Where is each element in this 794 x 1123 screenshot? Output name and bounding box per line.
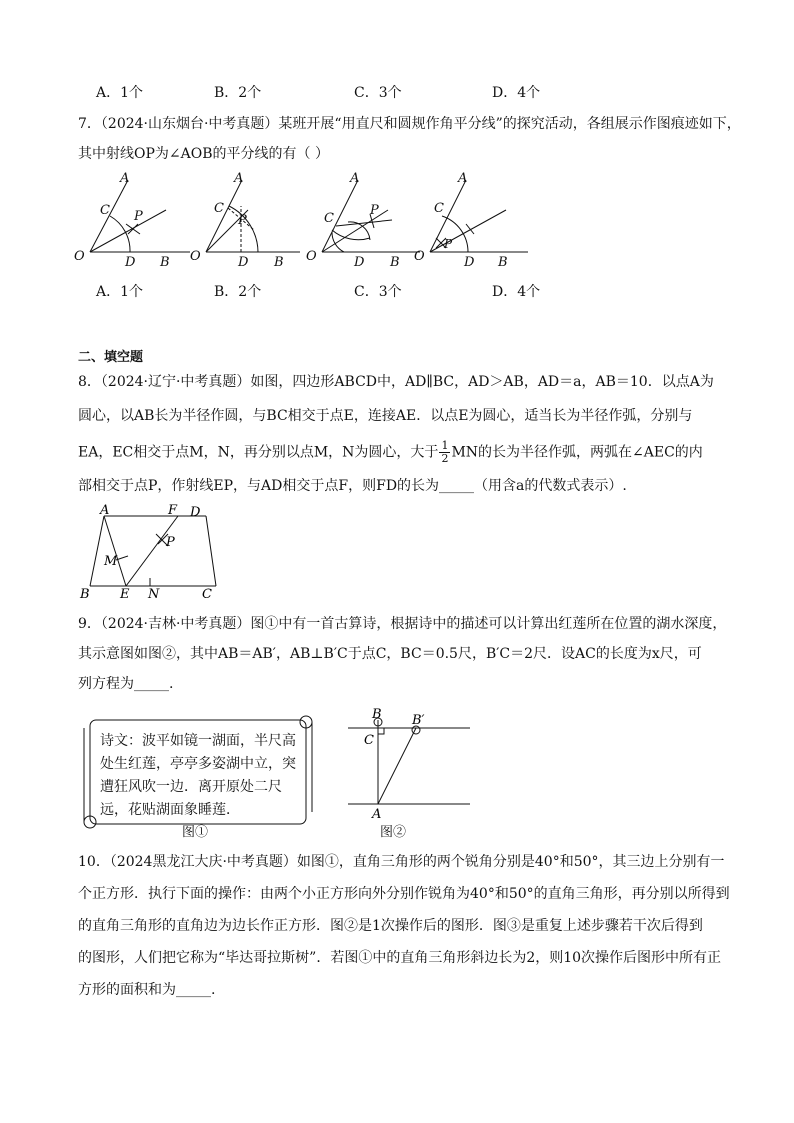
- q10-text-line5: 方形的面积和为_____.: [78, 982, 216, 998]
- q7-figure-3: [306, 171, 420, 268]
- q7-f2-label-o: O: [190, 249, 201, 264]
- q7-f3-label-p: P: [370, 203, 379, 218]
- q7-f1-label-d: D: [125, 255, 136, 268]
- q7-f4-label-d: D: [464, 255, 475, 268]
- q8-fraction-num: 1: [441, 439, 449, 452]
- q8-text-line2: 圆心，以AB长为半径作圆，与BC相交于点E，连接AE．以点E为圆心，适当长为半径作弧，分别与: [78, 408, 693, 424]
- q7-f4-label-o: O: [414, 249, 425, 264]
- q8-label-c: C: [202, 587, 212, 602]
- q8-text-line3b: MN的长为半径作弧，两弧在∠AEC的内: [451, 444, 703, 461]
- q9-caption-2: 图②: [380, 825, 407, 840]
- q6-option-c: C．3个: [354, 85, 402, 101]
- q9-poem-line2: 处生红莲，亭亭多姿湖中立，突: [100, 756, 296, 772]
- q9-poem-line4: 远，花贴湖面象睡莲．: [100, 802, 240, 818]
- q8-label-m: M: [104, 554, 118, 569]
- q7-option-c: C．3个: [354, 284, 402, 300]
- q8-figure: [76, 502, 226, 602]
- q7-text-line1: 7．（2024·山东烟台·中考真题）某班开展“用直尺和圆规作角平分线”的探究活动，各组展示作图痕迹如下，: [78, 116, 741, 132]
- q6-option-b: B．2个: [214, 85, 262, 101]
- q7-f2-label-p: P: [238, 213, 247, 228]
- q6-options: [96, 82, 716, 102]
- q10-text-line1: 10．（2024黑龙江大庆·中考真题）如图①，直角三角形的两个锐角分别是40°和50°，其三边上分别有一: [78, 854, 725, 870]
- q9-poem: [100, 730, 300, 822]
- q7-option-b: B．2个: [214, 284, 262, 300]
- q9-poem-line3: 遭狂风吹一边．离开原处二尺: [100, 779, 282, 795]
- q8-label-p: P: [166, 535, 175, 550]
- q7-f4-label-a: A: [458, 171, 468, 186]
- q7-option-a: A．1个: [96, 284, 144, 300]
- q7-f2-label-d: D: [238, 255, 249, 268]
- q8-label-b: B: [80, 587, 90, 602]
- q9-caption-1: 图①: [182, 825, 209, 840]
- q7-f3-label-a: A: [350, 171, 360, 186]
- section-heading: 二、填空题: [78, 350, 144, 365]
- q8-text-line4: 部相交于点P，作射线EP，与AD相交于点F，则FD的长为_____（用含a的代数式表示）.: [78, 478, 627, 494]
- q9-text-line3: 列方程为_____.: [78, 676, 174, 692]
- q7-f2-label-b: B: [274, 255, 284, 268]
- q9-poem-line1: 诗文：波平如镜一湖面，半尺高: [100, 733, 296, 749]
- q7-figure-1: [74, 171, 190, 268]
- q7-f2-label-a: A: [234, 171, 244, 186]
- q8-fraction-den: 2: [441, 452, 449, 465]
- q8-label-a: A: [100, 503, 110, 518]
- q7-f1-label-a: A: [120, 171, 130, 186]
- q7-f4-label-b: B: [498, 255, 508, 268]
- q7-f1-label-o: O: [74, 249, 85, 264]
- q10-text-line3: 的直角三角形的直角边为边长作正方形．图②是1次操作后的图形．图③是重复上述步骤若干次后得到: [78, 918, 703, 934]
- q9-text-line1: 9．（2024·吉林·中考真题）图①中有一首古算诗，根据诗中的描述可以计算出红莲所在位置的湖水深度，: [78, 616, 727, 632]
- q8-label-d: D: [190, 505, 201, 520]
- q9-text-line2: 其示意图如图②，其中AB＝AB′，AB⊥B′C于点C，BC＝0.5尺，B′C＝2尺．设AC的长度为x尺，可: [78, 646, 702, 662]
- q8-text-line3a: EA，EC相交于点M，N，再分别以点M，N为圆心，大于: [78, 444, 439, 461]
- q7-f1-label-b: B: [160, 255, 170, 268]
- q7-f4-label-p: P: [444, 237, 453, 251]
- q7-f3-label-c: C: [324, 211, 334, 226]
- q8-label-e: E: [120, 587, 130, 602]
- q9-figure-2: [340, 706, 470, 818]
- q7-f1-label-p: P: [134, 209, 143, 224]
- q7-f3-label-o: O: [306, 249, 317, 264]
- q7-options: [96, 281, 716, 301]
- q8-label-n: N: [148, 587, 160, 602]
- q8-fraction: [439, 440, 450, 465]
- q7-f3-label-d: D: [354, 255, 365, 268]
- q7-f3-label-b: B: [390, 255, 400, 268]
- q7-f2-label-c: C: [214, 201, 224, 216]
- q7-option-d: D．4个: [492, 284, 541, 300]
- q7-figure-4: [414, 171, 528, 268]
- q7-f4-label-c: C: [434, 201, 444, 216]
- q7-text-line2: 其中射线OP为∠AOB的平分线的有（ ）: [78, 146, 329, 162]
- q8-text-line3: [78, 440, 703, 465]
- q10-text-line2: 个正方形．执行下面的操作：由两个小正方形向外分别作锐角为40°和50°的直角三角形，再分别以所得到: [78, 886, 730, 902]
- q8-label-f: F: [168, 503, 178, 518]
- q10-text-line4: 的图形，人们把它称为“毕达哥拉斯树”．若图①中的直角三角形斜边长为2，则10次操作后图形中所有正: [78, 950, 722, 966]
- q7-f1-label-c: C: [100, 203, 110, 218]
- q6-option-a: A．1个: [96, 85, 144, 101]
- q6-option-d: D．4个: [492, 85, 541, 101]
- q7-figure-2: [190, 171, 300, 268]
- q9-fig2-label-c: C: [364, 733, 374, 748]
- q8-text-line1: 8．（2024·辽宁·中考真题）如图，四边形ABCD中，AD∥BC，AD＞AB，AD＝a，AB＝10．以点A为: [78, 374, 714, 390]
- q7-figures: [70, 168, 530, 268]
- q9-fig2-label-a: A: [372, 807, 382, 818]
- q9-fig2-label-b-prime: B′: [412, 713, 425, 728]
- q9-fig2-label-b: B: [372, 707, 382, 722]
